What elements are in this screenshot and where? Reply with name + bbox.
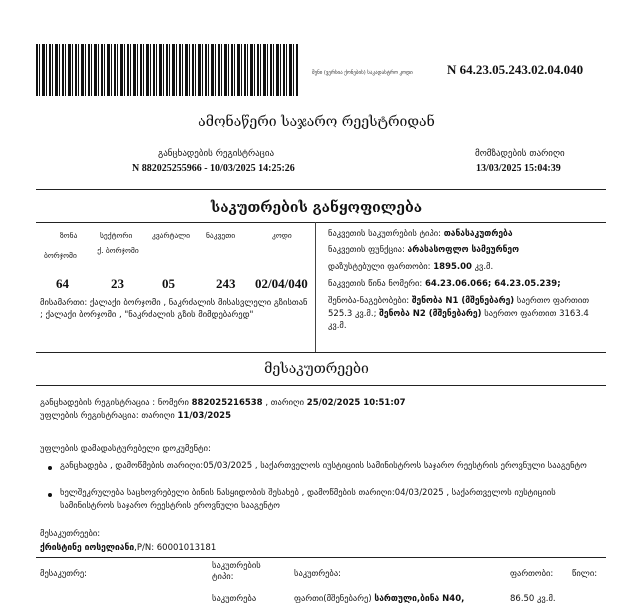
documents-label: უფლების დამადასტურებელი დოკუმენტი:	[40, 444, 211, 454]
buildings: შენობა-ნაგებობები: შენობა N1 (მშენებარე) საერთო ფართით 525.3 კვ.მ.; შენობა N2 (მშენებარე) საერთო ფართით 3163.4 კვ.მ.	[328, 296, 590, 331]
owner-entry: ქრისტინე იოსელიანი,P/N: 60001013181	[40, 543, 217, 553]
table-header-area: ფართობი:	[510, 569, 554, 579]
divider	[36, 557, 606, 558]
col-header-code: კოდი	[272, 231, 292, 240]
parcel-function: ნაკვეთის ფუნქცია: არასასოფლო სამეურნეო	[328, 245, 520, 255]
property-section-title: საკუთრების განყოფილება	[210, 200, 423, 216]
divider	[36, 222, 606, 223]
table-header-share: წილი:	[572, 569, 598, 579]
table-cell-area: 86.50 კვ.მ.	[510, 594, 556, 604]
registration-value: N 882025255966 - 10/03/2025 14:25:26	[132, 163, 295, 174]
table-header-owner: მესაკუთრე:	[40, 569, 88, 579]
zone-value: 64	[56, 276, 69, 291]
application-registration: განცხადების რეგისტრაცია : ნომერი 882025216538 , თარიღი 25/02/2025 10:51:07	[40, 398, 406, 408]
previous-parcel-number: ნაკვეთის წინა ნომერი: 64.23.06.066; 64.23.05.239;	[328, 279, 561, 289]
parcel-area: დაზუსტებული ფართობი: 1895.00 კვ.მ.	[328, 262, 494, 272]
owners-section-title: მესაკუთრეები	[264, 361, 369, 377]
address-label: მისამართი:	[40, 298, 88, 308]
col-header-sector: სექტორი	[100, 231, 133, 240]
table-header-property: საკუთრება:	[294, 569, 342, 579]
sector-sub: ქ. ბორჯომი	[97, 246, 139, 255]
code-value: 02/04/040	[255, 276, 308, 291]
divider	[36, 189, 606, 190]
bullet	[48, 493, 52, 497]
ownership-type: ნაკვეთის საკუთრების ტიპი: თანასაკუთრება	[328, 229, 513, 239]
registration-label: განცხადების რეგისტრაცია	[158, 149, 275, 159]
column-divider	[315, 222, 316, 352]
barcode	[36, 44, 298, 96]
right-registration: უფლების რეგისტრაცია: თარიღი 11/03/2025	[40, 411, 232, 421]
document-item: განცხადება , დამოწმების თარიღი:05/03/2025 , საქართველოს იუსტიციის სამინისტროს საჯარო რეესტრის ეროვნული სააგენტო	[60, 461, 587, 471]
prep-date-label: მომზადების თარიღი	[475, 149, 565, 159]
divider	[36, 385, 606, 386]
cadastral-code: N 64.23.05.243.02.04.040	[447, 62, 584, 77]
sector-value: 23	[111, 276, 124, 291]
zone-sub: ბორჯომი	[44, 251, 77, 260]
parcel-value: 243	[216, 276, 236, 291]
document-title: ამონაწერი საჯარო რეესტრიდან	[198, 114, 435, 130]
document-item: ხელშეკრულება საცხოვრებელი ბინის ნასყიდობის შესახებ , დამოწმების თარიღი:04/03/2025 , საქართველოს იუსტიციის სამინისტროს საჯარო რეესტრის ეროვნული სააგენტო	[60, 488, 556, 511]
col-header-zone: ზონა	[60, 231, 78, 240]
quarter-value: 05	[162, 276, 175, 291]
table-header-ownership-type: საკუთრების ტიპი:	[212, 561, 261, 582]
table-cell-property: ფართი(მშენებარე) სართული,ბინა N40,	[294, 594, 465, 604]
owners-label: მესაკუთრეები:	[40, 529, 101, 539]
col-header-quarter: კვარტალი	[152, 231, 191, 240]
cadastral-caption: შენი (ვერსია ქონების) საკადასტრო კოდი	[312, 70, 413, 76]
address-value: ქალაქი ბორჯომი , ნაკრძალის მისასვლელი გზისთან ; ქალაქი ბორჯომი , "ნაკრძალის გზის მიმდებარედ"	[40, 298, 308, 320]
col-header-parcel: ნაკვეთი	[206, 231, 236, 240]
address	[40, 297, 308, 321]
prep-date-value: 13/03/2025 15:04:39	[476, 163, 561, 174]
divider	[36, 352, 606, 353]
table-cell-ownership-type: საკუთრება	[212, 594, 257, 604]
bullet	[48, 466, 52, 470]
